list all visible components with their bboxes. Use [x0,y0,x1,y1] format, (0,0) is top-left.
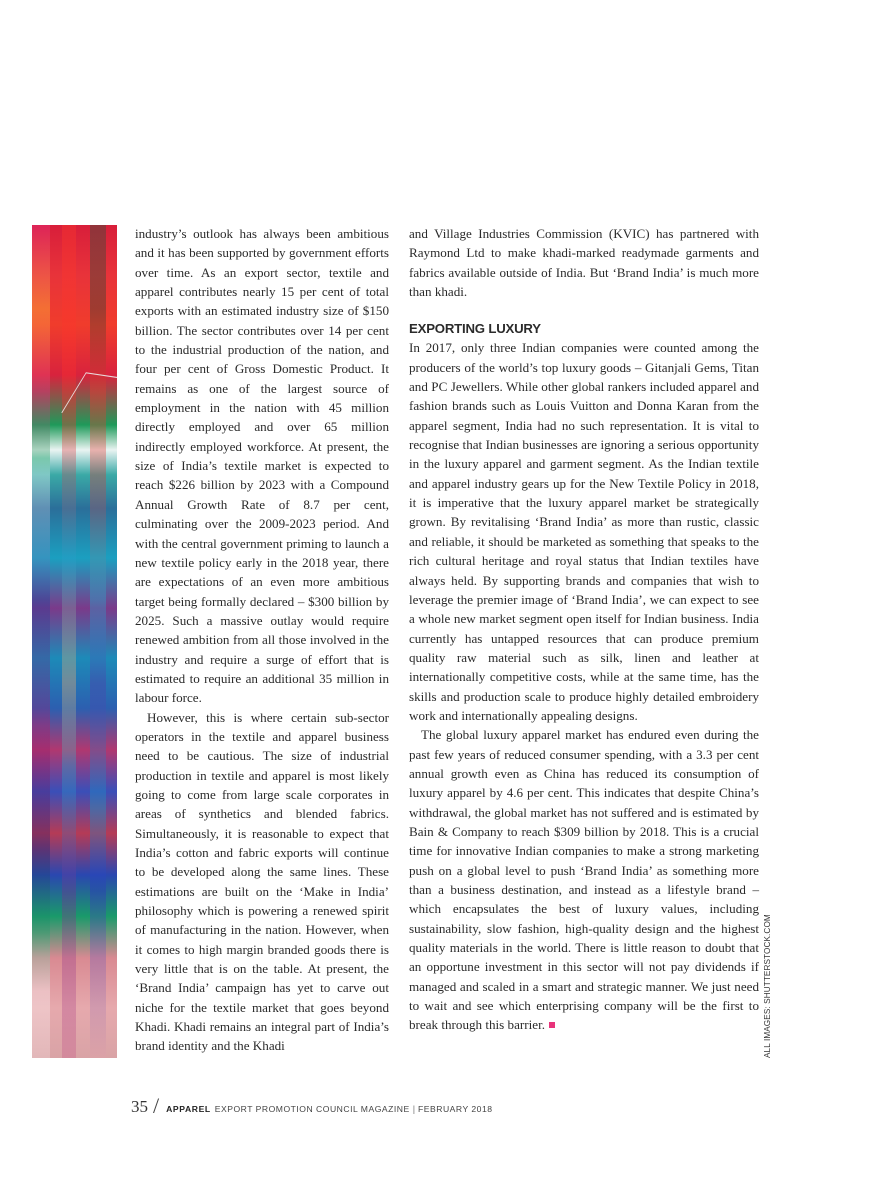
magazine-brand: APPAREL [166,1104,211,1114]
magazine-name: EXPORT PROMOTION COUNCIL MAGAZINE [214,1104,410,1114]
paragraph: In 2017, only three Indian companies were counted among the producers of the world’s top luxury goods – Gitanjali Gems, Titan and PC Jewellers. While other global rankers included apparel and fashion brands such as Louis Vuitton and Donna Karan from the apparel segment, India had no such representation. It is vital to recognise that Indian businesses are ignoring a serious opportunity in the luxury apparel and garment segment. As the Indian textile and apparel industry gears up for the New Textile Policy in 2018, it is imperative that the luxury apparel market be strategically grown. By revitalising ‘Brand India’ as more than rustic, classic and reliable, it should be marketed as something that speaks to the rich cultural heritage and royal status that Indian textiles have always held. By supporting brands and companies that wish to leverage the premier image of ‘Brand India’, we can expect to see a whole new market segment open itself for Indian business. India currently has untapped resources that can produce premium quality raw material such as silk, linen and leather at internationally competitive costs, while at the same time, has the skills and production scale to produce highly detailed embroidery work and internationally appealing designs. [409,340,759,723]
fabric-streak [32,225,50,1058]
section-heading: EXPORTING LUXURY [409,321,541,337]
page-number: 35 [131,1097,148,1116]
paragraph: However, this is where certain sub-sector operators in the textile and apparel business need to be cautious. The size of industrial production in textile and apparel is most likely going to come from large scale corporates in areas of synthetics and blended fabrics. Simultaneously, it is reasonable to expect that India’s cotton and fabric exports will continue to be developed along the same lines. These estimations are built on the ‘Make in India’ philosophy which is powering a renewed spirit of manufacturing in the nation. However, when it comes to high margin branded goods there is very little that is on the table. At present, the ‘Brand India’ campaign has yet to carve out niche for the textile market that goes beyond Khadi. Khadi remains an integral part of India’s brand identity and the Khadi [135,709,389,1054]
fabric-streak [62,225,76,1058]
end-of-article-square-icon [549,1022,555,1028]
footer-slash: / [153,1093,160,1118]
article-column-left [135,224,389,1056]
article-column-right [409,224,759,1035]
fabric-streak [90,225,106,1058]
textile-photo-strip [32,225,117,1058]
paragraph-final [409,725,759,1035]
paragraph: industry’s outlook has always been ambitious and it has been supported by government efforts over time. As an export sector, textile and apparel contributes nearly 15 per cent of total exports with an estimated industry size of $150 billion. The sector contributes over 14 per cent to the industrial production of the nation, and four per cent of Gross Domestic Product. It remains as one of the largest source of employment in the nation with 45 million directly employed and over 65 million indirectly employed workforce. At present, the size of India’s textile market is expected to reach $226 billion by 2023 with a Compound Annual Growth Rate of 8.7 per cent, culminating over the 2009-2023 period. And with the central government priming to launch a new textile policy early in the 2018 year, there are expectations of an even more ambitious target being formally declared – $300 billion by 2025. Such a massive outlay would require renewed ambition from all those involved in the industry and require a surge of effort that is estimated to require an additional 35 million in labour force. [135,226,389,706]
page-footer [131,1092,493,1118]
issue-date: FEBRUARY 2018 [418,1104,493,1114]
paragraph-text: The global luxury apparel market has endured even during the past few years of reduced consumer spending, with a 3.3 per cent annual growth even as China has reduced its consumption of luxury apparel by 4.6 per cent. This indicates that despite China’s withdrawal, the global market has not suffered and is estimated by Bain & Company to reach $309 billion by 2018. This is a crucial time for innovative Indian companies to make a strong marketing push on a global level to push ‘Brand India’ as something more than a business destination, and instead as a lifestyle brand – which encapsulates the best of luxury values, including sustainability, slow fashion, high-quality design and the highest quality materials in the world. There is little reason to doubt that an opportune investment in this sector will not pay dividends if managed and scaled in a smart and strategic manner. We just need to wait and see which enterprising company will be the first to break through this barrier. [409,727,759,1033]
paragraph: and Village Industries Commission (KVIC) has partnered with Raymond Ltd to make khadi-marked readymade garments and fabrics available outside of India. But ‘Brand India’ is much more than khadi. [409,226,759,300]
footer-separator: | [412,1104,416,1114]
image-credit: ALL IMAGES: SHUTTERSTOCK.COM [763,914,772,1058]
